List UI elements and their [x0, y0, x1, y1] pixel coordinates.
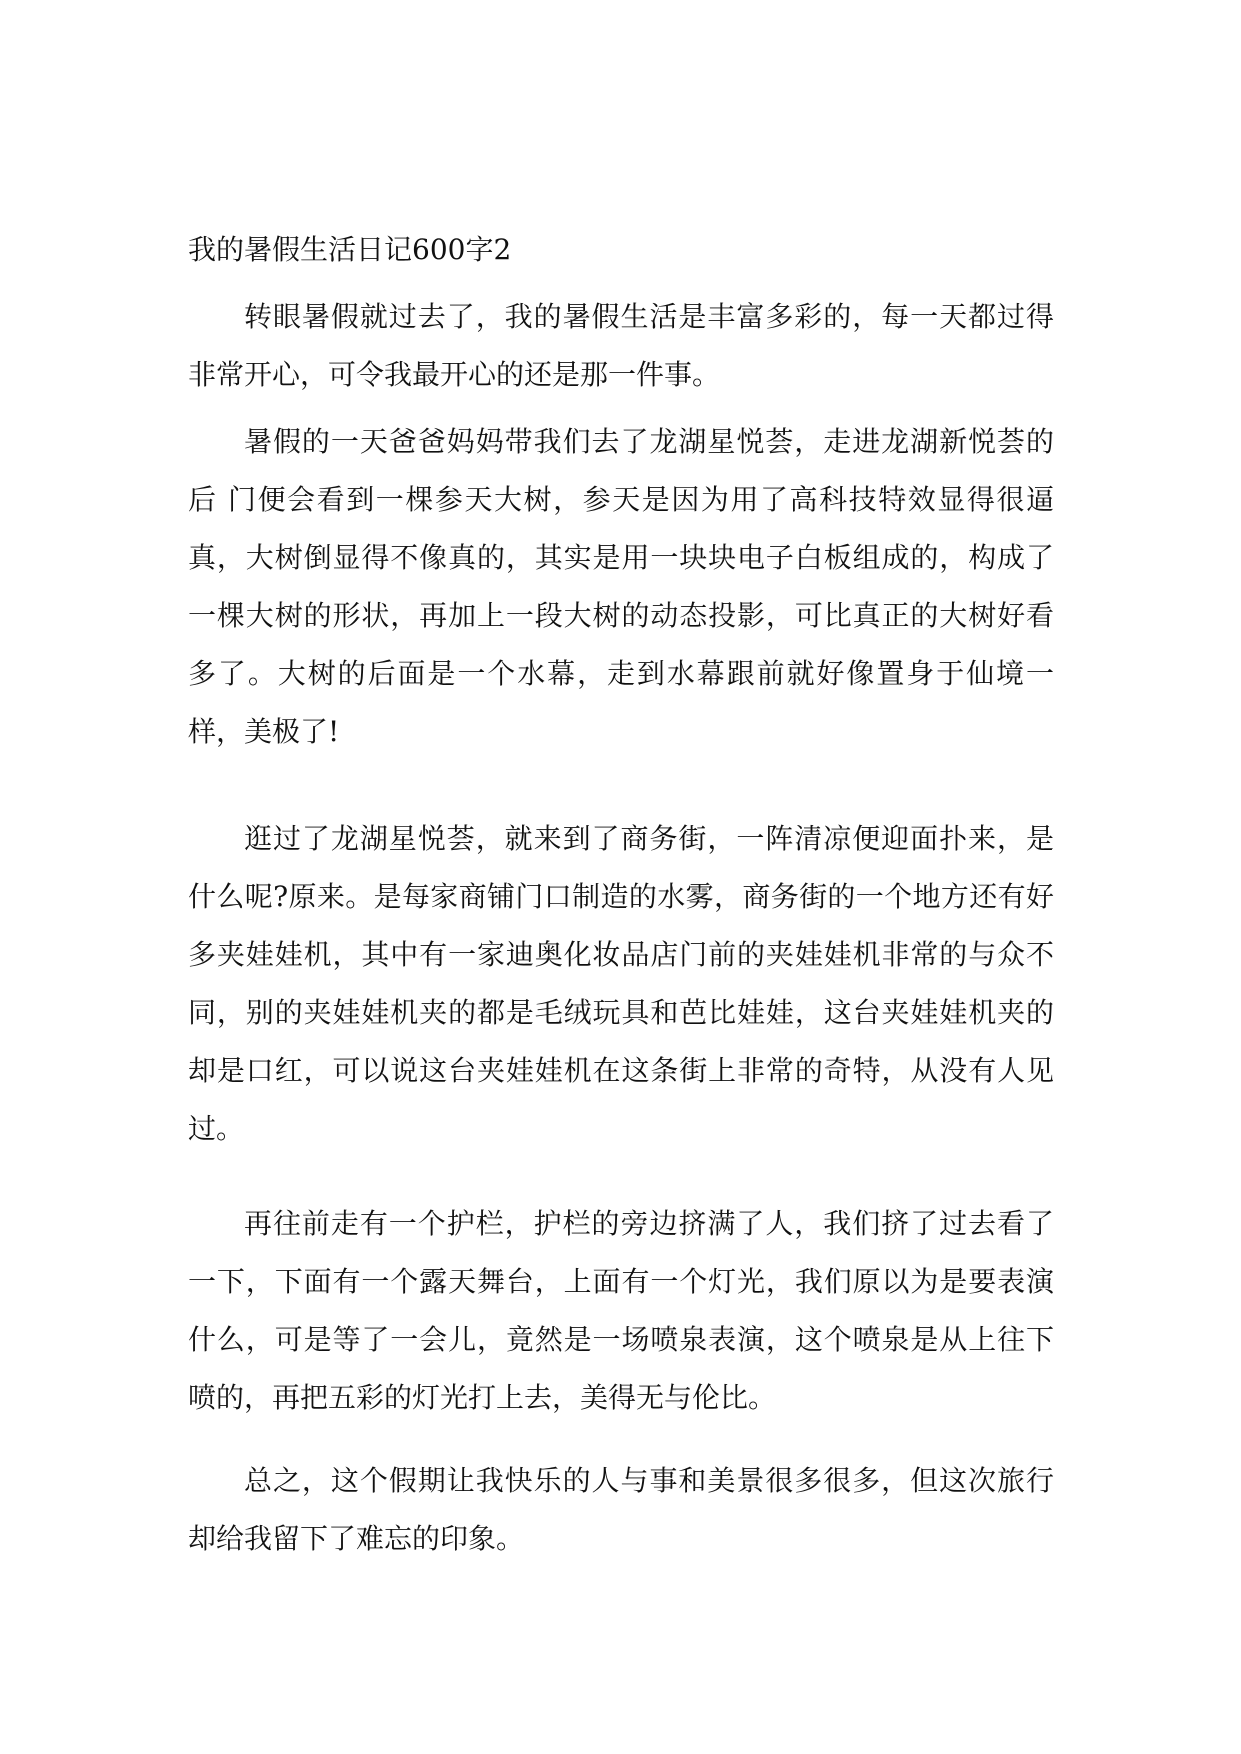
paragraph-2: 暑假的一天爸爸妈妈带我们去了龙湖星悦荟，走进龙湖新悦荟的后 门便会看到一棵参天大树，参天是因为用了高科技特效显得很逼真，大树倒显得不像真的，其实是用一块块电子白板组成的，构成了一棵大树的形状，再加上一段大树的动态投影，可比真正的大树好看多了。大树的后面是一个水幕，走到水幕跟前就好像置身于仙境一样，美极了!: [188, 425, 1054, 748]
paragraph-3: 逛过了龙湖星悦荟，就来到了商务街，一阵清凉便迎面扑来，是什么呢?原来。是每家商铺门口制造的水雾，商务街的一个地方还有好多夹娃娃机，其中有一家迪奥化妆品店门前的夹娃娃机非常的与众不同，别的夹娃娃机夹的都是毛绒玩具和芭比娃娃，这台夹娃娃机夹的却是口红，可以说这台夹娃娃机在这条街上非常的奇特，从没有人见过。: [188, 822, 1054, 1145]
paragraph-4: 再往前走有一个护栏，护栏的旁边挤满了人，我们挤了过去看了一下，下面有一个露天舞台，上面有一个灯光，我们原以为是要表演什么，可是等了一会儿，竟然是一场喷泉表演，这个喷泉是从上往下喷的，再把五彩的灯光打上去，美得无与伦比。: [188, 1207, 1054, 1414]
paragraph-5: 总之，这个假期让我快乐的人与事和美景很多很多，但这次旅行却给我留下了难忘的印象。: [188, 1464, 1054, 1555]
document-title: 我的暑假生活日记600字2: [188, 233, 512, 266]
paragraph-1: 转眼暑假就过去了，我的暑假生活是丰富多彩的，每一天都过得非常开心，可令我最开心的还是那一件事。: [188, 300, 1054, 391]
